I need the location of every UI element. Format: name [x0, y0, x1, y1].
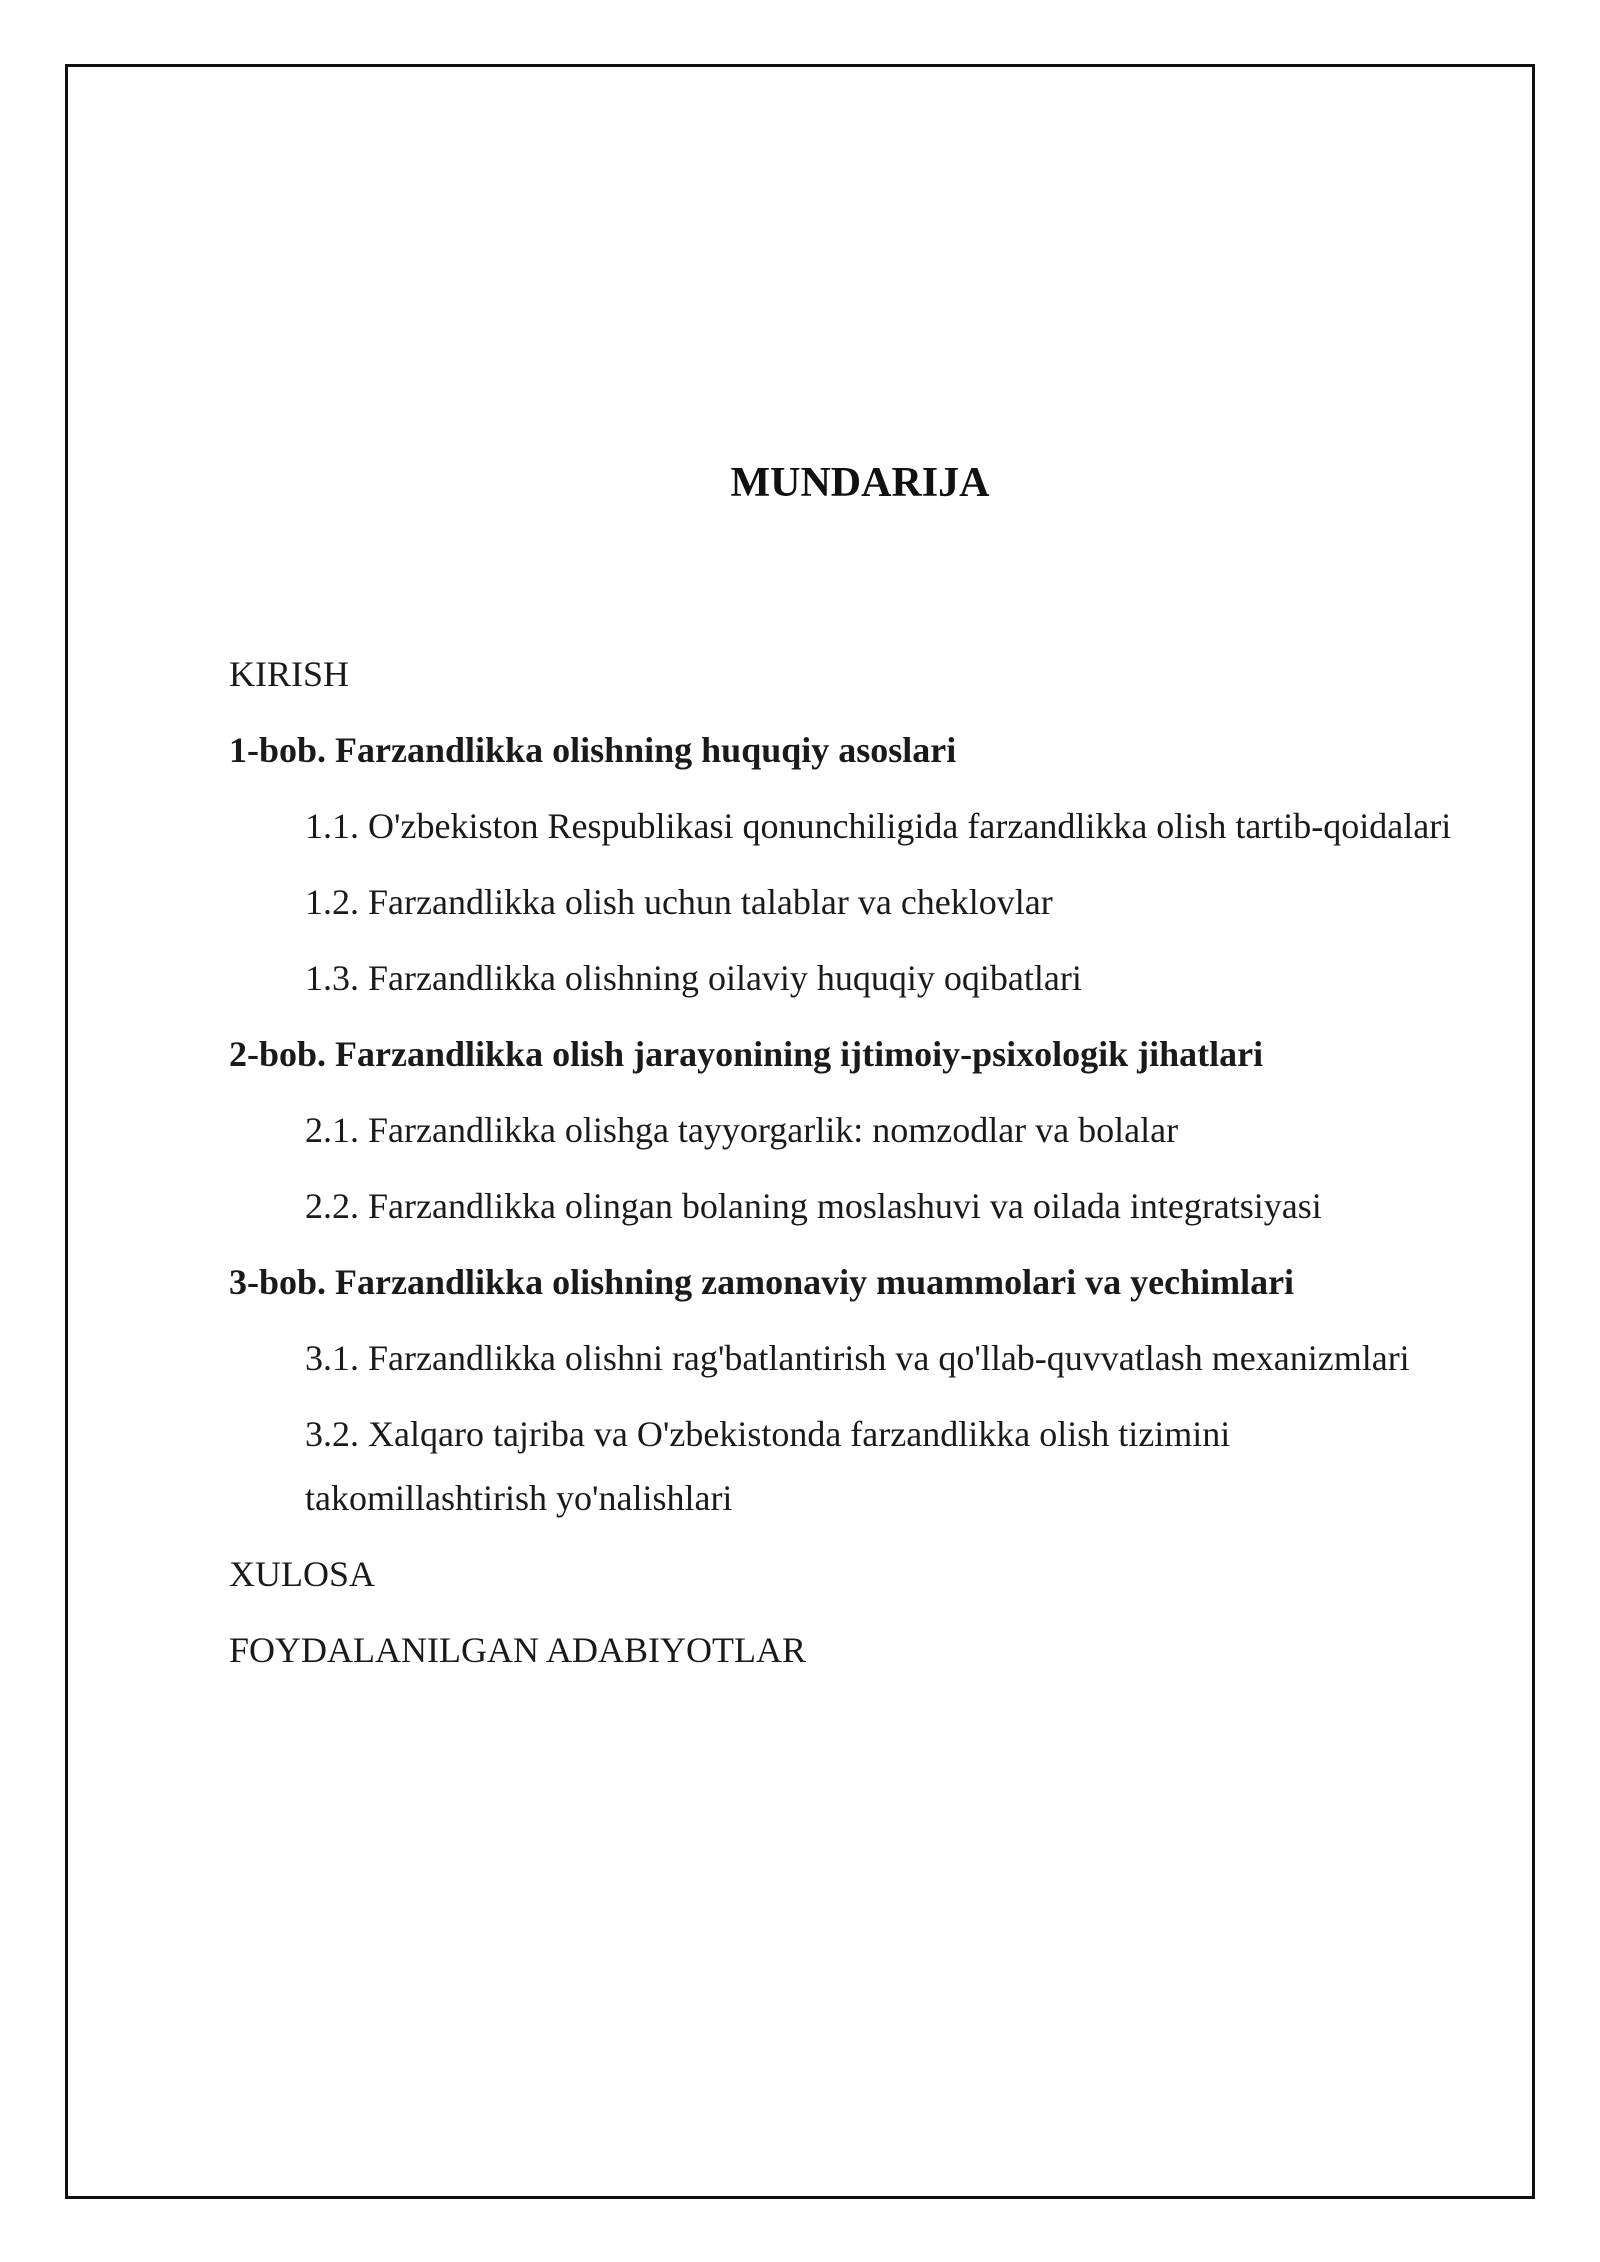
toc-entry-section-3-1: 3.1. Farzandlikka olishni rag'batlantirish va qo'llab-quvvatlash mexanizmlari	[305, 1338, 1410, 1378]
toc-entry-chapter-1: 1-bob. Farzandlikka olishning huquqiy asoslari	[229, 730, 957, 770]
toc-entry-section-1-3: 1.3. Farzandlikka olishning oilaviy huquqiy oqibatlari	[305, 958, 1082, 998]
toc-entry-introduction: KIRISH	[229, 654, 350, 694]
toc-entry-chapter-3: 3-bob. Farzandlikka olishning zamonaviy muammolari va yechimlari	[229, 1262, 1295, 1302]
table-of-contents	[229, 642, 1479, 1694]
page-title: MUNDARIJA	[730, 460, 990, 506]
toc-entry-section-1-2: 1.2. Farzandlikka olish uchun talablar va cheklovlar	[305, 882, 1053, 922]
toc-entry-references: FOYDALANILGAN ADABIYOTLAR	[229, 1630, 806, 1670]
toc-entry-section-2-2: 2.2. Farzandlikka olingan bolaning moslashuvi va oilada integratsiyasi	[305, 1186, 1322, 1226]
toc-entry-conclusion: XULOSA	[229, 1554, 376, 1594]
toc-entry-section-3-2: 3.2. Xalqaro tajriba va O'zbekistonda farzandlikka olish tizimini takomillashtirish yo'nalishlari	[305, 1414, 1231, 1518]
toc-entry-section-2-1: 2.1. Farzandlikka olishga tayyorgarlik: nomzodlar va bolalar	[305, 1110, 1179, 1150]
toc-entry-chapter-2: 2-bob. Farzandlikka olish jarayonining ijtimoiy-psixologik jihatlari	[229, 1034, 1264, 1074]
toc-entry-section-1-1: 1.1. O'zbekiston Respublikasi qonunchiligida farzandlikka olish tartib-qoidalari	[305, 806, 1452, 846]
